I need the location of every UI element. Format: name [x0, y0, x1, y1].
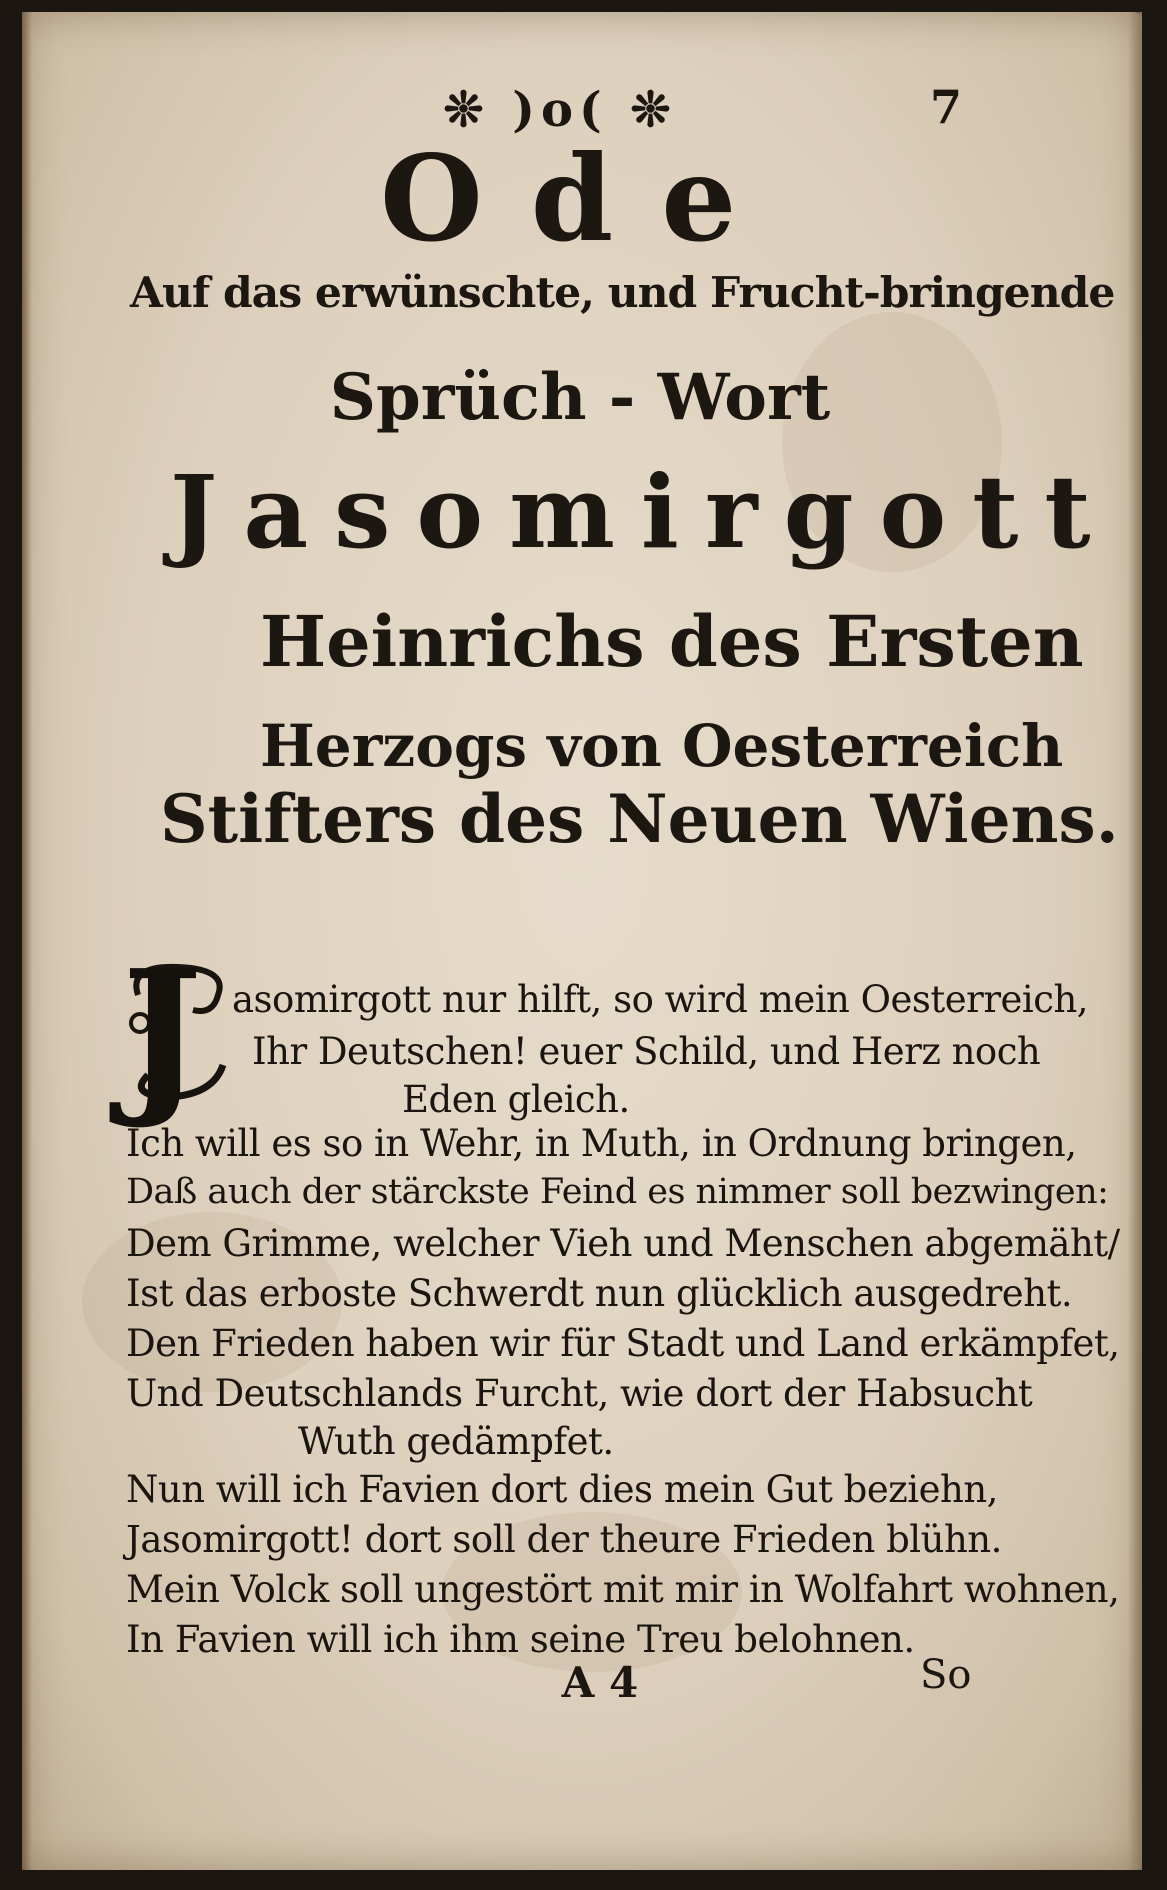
body-line: Mein Volck soll ungestört mit mir in Wolfahrt wohnen,: [126, 1568, 1120, 1611]
body-line: asomirgott nur hilft, so wird mein Oesterreich,: [232, 978, 1089, 1021]
body-line: Nun will ich Favien dort dies mein Gut beziehn,: [126, 1468, 998, 1511]
body-line: Ist das erboste Schwerdt nun glücklich ausgedreht.: [126, 1272, 1073, 1315]
title-stifters: Stifters des Neuen Wiens.: [160, 780, 1119, 858]
page-edge-shadow: [1128, 12, 1142, 1870]
title-ode: Ode: [380, 129, 785, 268]
catchword: So: [920, 1652, 972, 1698]
title-jasomirgott: Jasomirgott: [170, 453, 1117, 571]
body-line: Ihr Deutschen! euer Schild, und Herz noch: [252, 1030, 1041, 1073]
body-line: In Favien will ich ihm seine Treu belohnen.: [126, 1618, 915, 1661]
header-ornament: ❊ )o( ❊: [443, 82, 677, 138]
body-line: Daß auch der stärckste Feind es nimmer soll bezwingen:: [126, 1172, 1109, 1212]
body-line: Wuth gedämpfet.: [298, 1420, 614, 1463]
signature-mark: A 4: [561, 1658, 639, 1707]
body-line: Und Deutschlands Furcht, wie dort der Habsucht: [126, 1372, 1033, 1415]
page-gutter-shadow: [22, 12, 32, 1870]
title-heinrichs: Heinrichs des Ersten: [260, 600, 1084, 683]
body-line: Ich will es so in Wehr, in Muth, in Ordnung bringen,: [126, 1122, 1077, 1165]
title-subtitle-line-2: Sprüch - Wort: [329, 360, 831, 435]
dropcap-letter: J: [122, 933, 203, 1133]
page-number: 7: [930, 80, 963, 134]
body-line: Den Frieden haben wir für Stadt und Land erkämpfet,: [126, 1322, 1120, 1365]
body-line: Jasomirgott! dort soll der theure Frieden blühn.: [126, 1518, 1002, 1561]
title-subtitle-line-1: Auf das erwünschte, und Frucht-bringende: [130, 268, 1115, 318]
title-herzogs: Herzogs von Oesterreich: [260, 712, 1064, 780]
body-line: Eden gleich.: [402, 1078, 630, 1121]
body-line: Dem Grimme, welcher Vieh und Menschen abgemäht/: [126, 1222, 1120, 1265]
